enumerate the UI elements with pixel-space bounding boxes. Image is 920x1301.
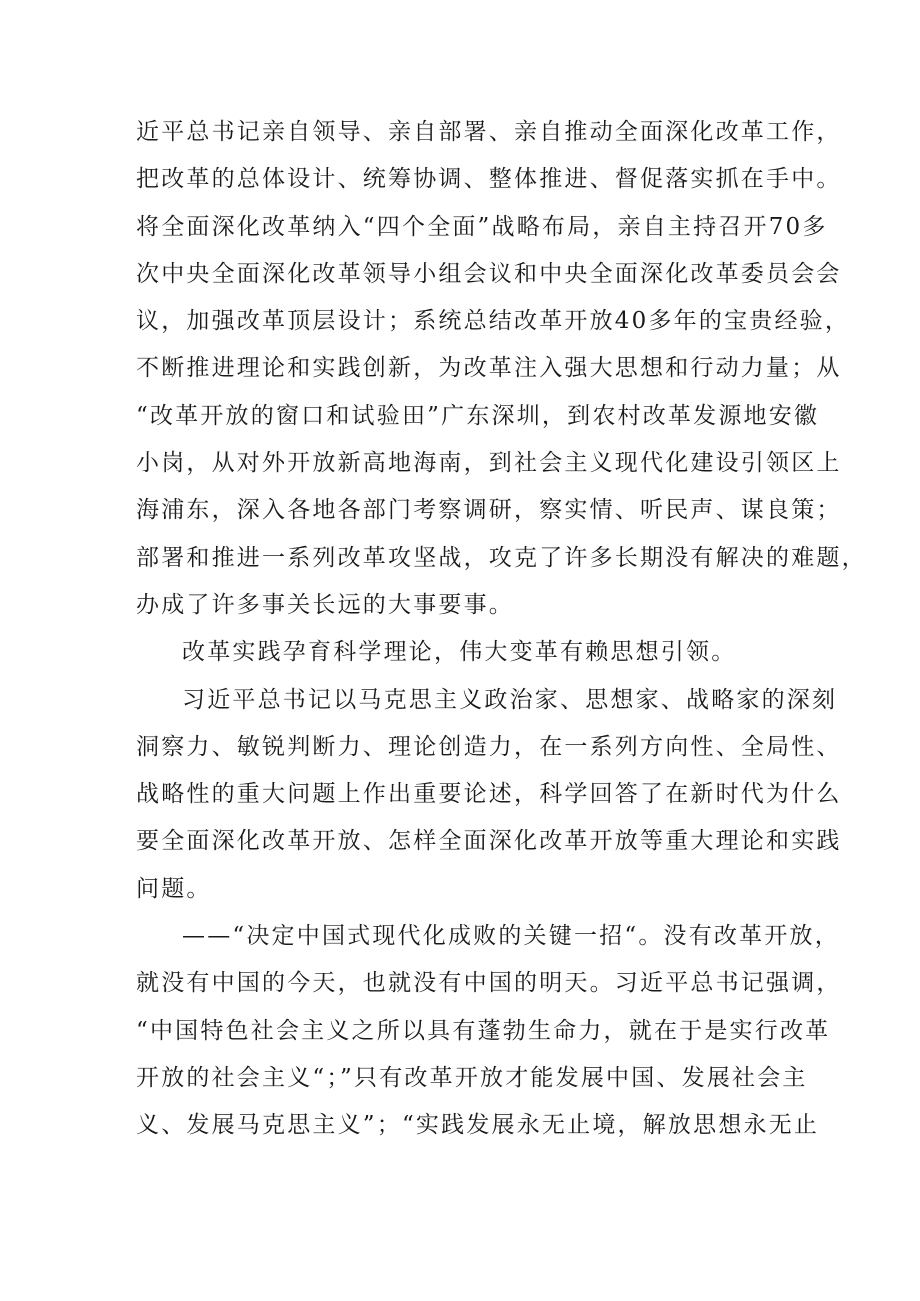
- text-line: “中国特色社会主义之所以具有蓬勃生命力，就在于是实行改革: [136, 1017, 831, 1044]
- text-line: 不断推进理论和实践创新，为改革注入强大思想和行动力量；从: [136, 355, 842, 382]
- text-line: “改革开放的窗口和试验田”广东深圳，到农村改革发源地安徽: [136, 402, 820, 429]
- body-text: [136, 109, 867, 1150]
- text-line: 次中央全面深化改革领导小组会议和中央全面深化改革委员会会: [136, 260, 842, 287]
- text-line: 部署和推进一系列改革攻坚战，攻克了许多长期没有解决的难题，: [136, 544, 867, 571]
- text-line: 问题。: [136, 875, 212, 902]
- text-line: 要全面深化改革开放、怎样全面深化改革开放等重大理论和实践: [136, 828, 842, 855]
- section-heading: 改革实践孕育科学理论，伟大变革有赖思想引领。: [182, 639, 737, 666]
- paragraph-start-line: 习近平总书记以马克思主义政治家、思想家、战略家的深刻: [182, 686, 838, 713]
- text-line: 就没有中国的今天，也就没有中国的明天。习近平总书记强调，: [136, 970, 842, 997]
- text-line: 把改革的总体设计、统筹协调、整体推进、督促落实抓在手中。: [136, 166, 842, 193]
- text-line: 开放的社会主义“；”只有改革开放才能发展中国、发展社会主: [136, 1064, 808, 1091]
- text-line: 议，加强改革顶层设计；系统总结改革开放40多年的宝贵经验，: [136, 308, 851, 335]
- text-line: 战略性的重大问题上作出重要论述，科学回答了在新时代为什么: [136, 781, 842, 808]
- text-line: 洞察力、敏锐判断力、理论创造力，在一系列方向性、全局性、: [136, 733, 842, 760]
- text-line: 办成了许多事关长远的大事要事。: [136, 591, 514, 618]
- text-line: 海浦东，深入各地各部门考察调研，察实情、听民声、谋良策；: [136, 497, 842, 524]
- paragraph-start-line: ——“决定中国式现代化成败的关键一招“。没有改革开放，: [182, 923, 840, 950]
- text-line: 将全面深化改革纳入“四个全面”战略布局，亲自主持召开70多: [136, 213, 828, 240]
- text-line: 小岗，从对外开放新高地海南，到社会主义现代化建设引领区上: [136, 450, 842, 477]
- text-line: 近平总书记亲自领导、亲自部署、亲自推动全面深化改革工作，: [136, 119, 842, 145]
- text-line: 义、发展马克思主义”；“实践发展永无止境，解放思想永无止: [136, 1112, 820, 1139]
